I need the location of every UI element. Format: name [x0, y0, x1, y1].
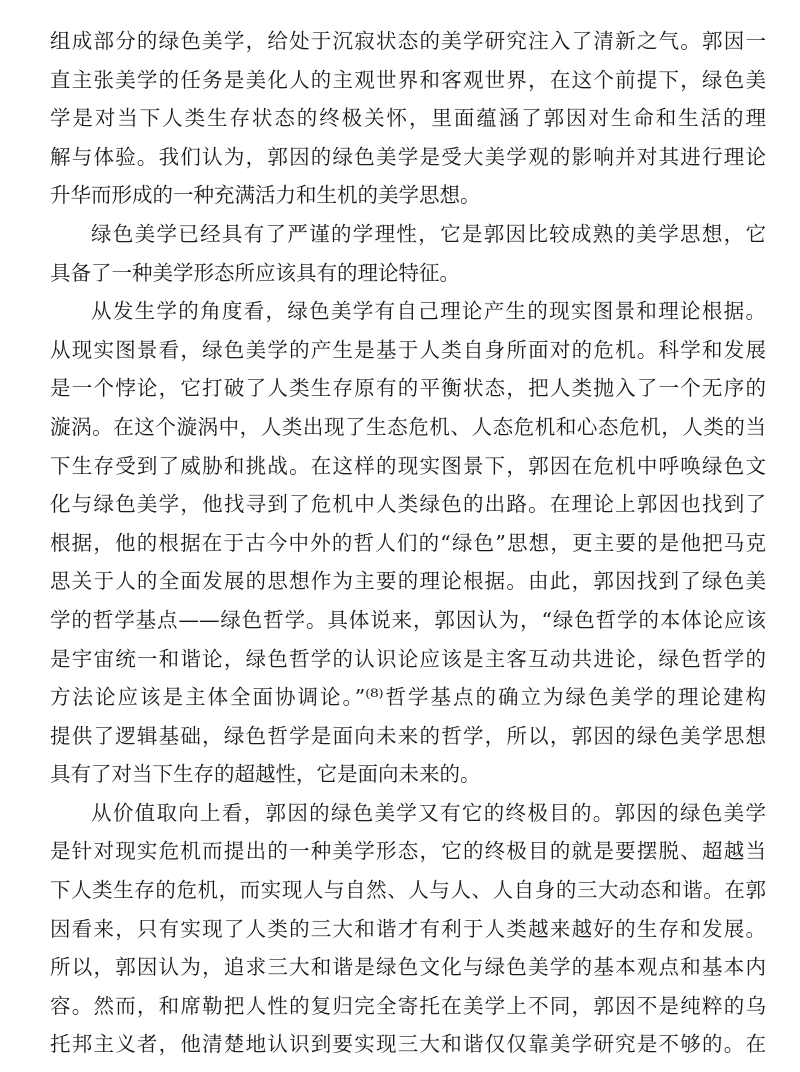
text-line: 学的哲学基点——绿色哲学。具体说来，郭因认为，“绿色哲学的本体论应该: [50, 607, 766, 632]
text-line: 绿色美学已经具有了严谨的学理性，它是郭因比较成熟的美学思想，它: [91, 221, 766, 246]
text-line: 托邦主义者，他清楚地认识到要实现三大和谐仅仅靠美学研究是不够的。在: [50, 1032, 766, 1057]
text-line: 下生存受到了威胁和挑战。在这样的现实图景下，郭因在危机中呼唤绿色文: [50, 453, 766, 478]
text-line: 根据，他的根据在于古今中外的哲人们的“绿色”思想，更主要的是他把马克: [50, 530, 766, 555]
text-line: 所以，郭因认为，追求三大和谐是绿色文化与绿色美学的基本观点和基本内: [50, 955, 766, 980]
text-line: 漩涡。在这个漩涡中，人类出现了生态危机、人态危机和心态危机，人类的当: [50, 414, 766, 439]
text-line: 具有了对当下生存的超越性，它是面向未来的。: [50, 762, 481, 787]
text-line: 学是对当下人类生存状态的终极关怀，里面蕴涵了郭因对生命和生活的理: [50, 106, 766, 131]
text-line: 方法论应该是主体全面协调论。”⁽⁸⁾哲学基点的确立为绿色美学的理论建构: [50, 685, 766, 710]
text-line: 从价值取向上看，郭因的绿色美学又有它的终极目的。郭因的绿色美学: [91, 800, 766, 825]
text-line: 容。然而，和席勒把人性的复归完全寄托在美学上不同，郭因不是纯粹的乌: [50, 993, 766, 1018]
text-line: 是宇宙统一和谐论，绿色哲学的认识论应该是主客互动共进论，绿色哲学的: [50, 646, 766, 671]
text-line: 从现实图景看，绿色美学的产生是基于人类自身所面对的危机。科学和发展: [50, 337, 766, 362]
text-line: 思关于人的全面发展的思想作为主要的理论根据。由此，郭因找到了绿色美: [50, 569, 766, 594]
text-line: 是针对现实危机而提出的一种美学形态，它的终极目的就是要摆脱、超越当: [50, 839, 766, 864]
text-line: 提供了逻辑基础，绿色哲学是面向未来的哲学，所以，郭因的绿色美学思想: [50, 723, 766, 748]
text-line: 升华而形成的一种充满活力和生机的美学思想。: [50, 183, 481, 208]
text-line: 组成部分的绿色美学，给处于沉寂状态的美学研究注入了清新之气。郭因一: [50, 29, 766, 53]
body-text: [50, 22, 766, 1064]
text-line: 从发生学的角度看，绿色美学有自己理论产生的现实图景和理论根据。: [91, 299, 766, 324]
text-line: 化与绿色美学，他找寻到了危机中人类绿色的出路。在理论上郭因也找到了: [50, 492, 766, 517]
text-line: 下人类生存的危机，而实现人与自然、人与人、人自身的三大动态和谐。在郭: [50, 878, 766, 903]
text-line: 因看来，只有实现了人类的三大和谐才有利于人类越来越好的生存和发展。: [50, 916, 766, 941]
text-line: 具备了一种美学形态所应该具有的理论特征。: [50, 260, 460, 285]
text-line: 直主张美学的任务是美化人的主观世界和客观世界，在这个前提下，绿色美: [50, 67, 766, 92]
text-line: 是一个悖论，它打破了人类生存原有的平衡状态，把人类抛入了一个无序的: [50, 376, 766, 401]
text-line: 解与体验。我们认为，郭因的绿色美学是受大美学观的影响并对其进行理论: [50, 144, 766, 169]
